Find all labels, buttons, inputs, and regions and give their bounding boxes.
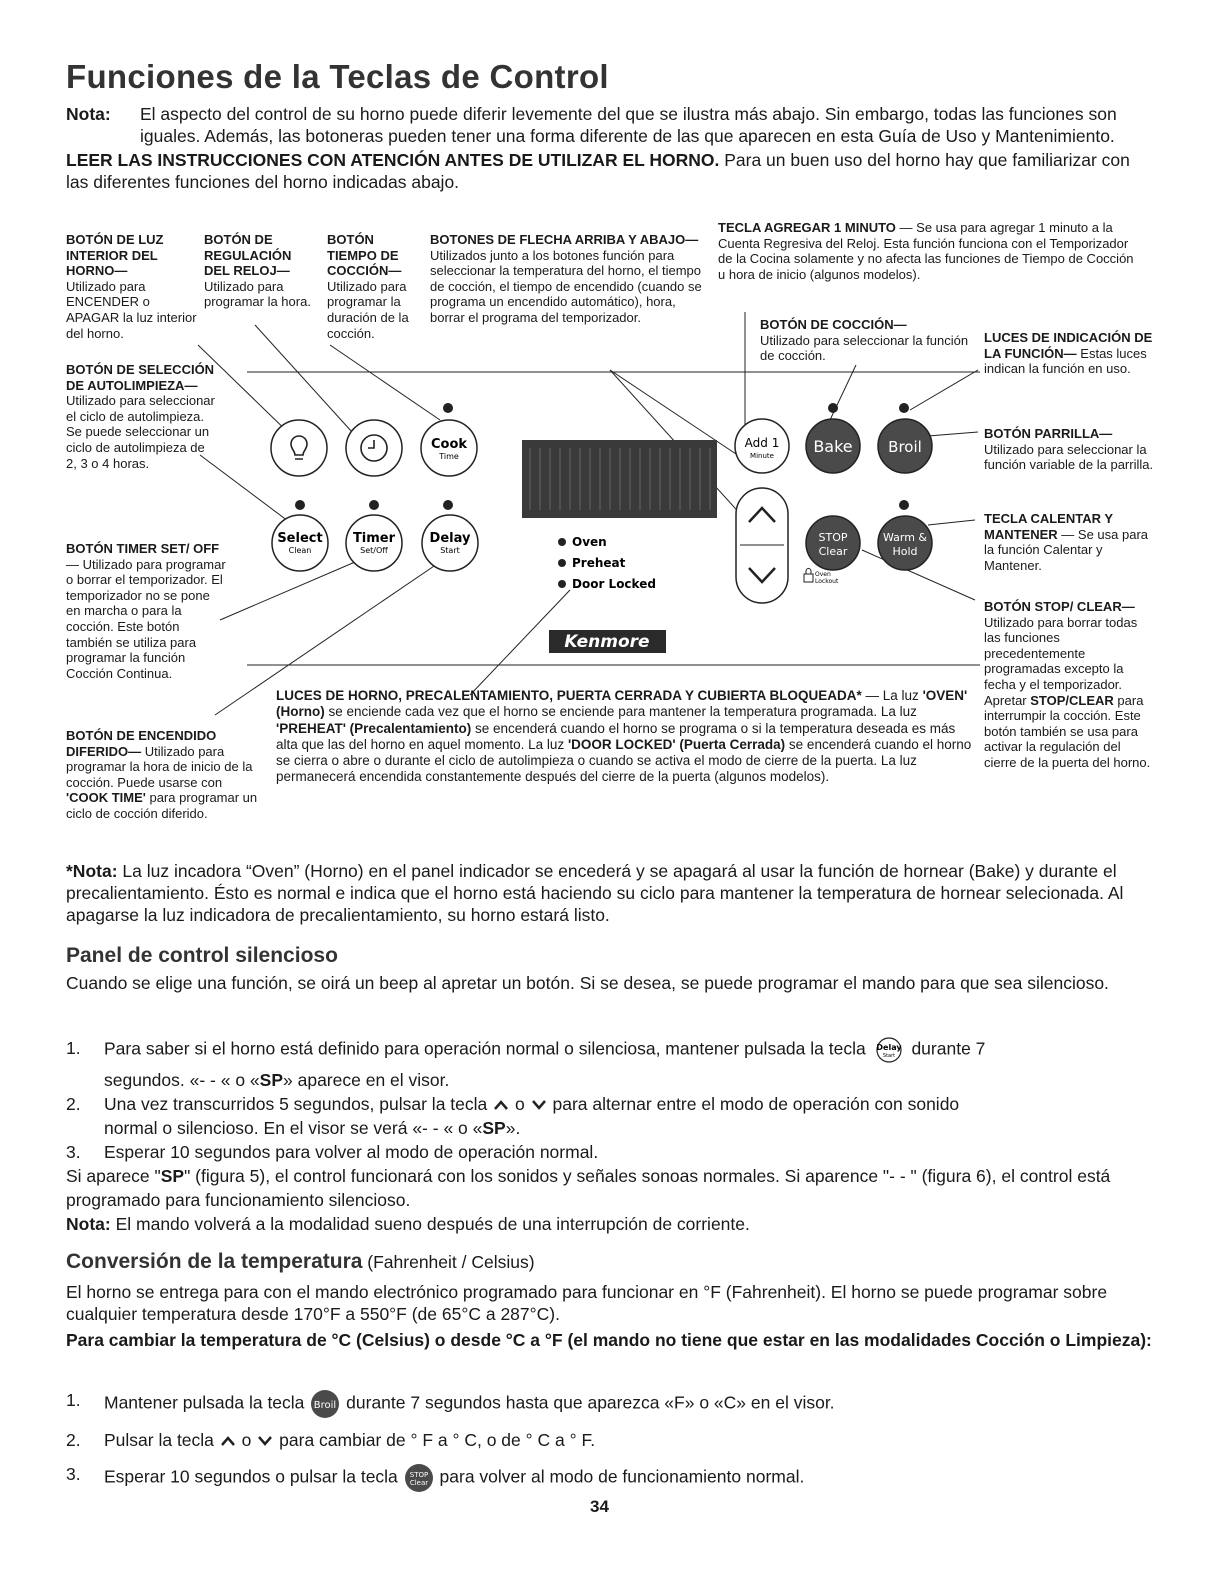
up-arrow-icon: [492, 1098, 510, 1112]
silent-step-1-cont: segundos. «- - « o «SP» aparece en el visor.: [104, 1070, 450, 1090]
delay-label: Delay: [429, 531, 471, 546]
page-title: Funciones de la Teclas de Control: [66, 58, 609, 95]
label-stop-clear: BOTÓN STOP/ CLEAR— Utilizado para borrar todas las funciones precedentemente programadas excepto la fecha y el temporizador. Apretar STOP/CLEAR para interrumpir la cocción. Este botón también se usa para activar la regulación del cierre de la puerta del horno.: [984, 599, 1151, 770]
silent-paragraph: Si aparece "SP" (figura 5), el control funcionará con los sonidos y señales sonoas normales. Si aparence "- - " (figura 6), el control está programado para funcionamiento silencioso.: [66, 1166, 1111, 1210]
conv-step-1: 1. Mantener pulsada la tecla Broil durante 7 segundos hasta que aparezca «F» o «C» en el visor.: [66, 1388, 1156, 1420]
cook-label: Cook: [430, 437, 468, 452]
conversion-heading: Conversión de la temperatura (Fahrenheit / Celsius): [66, 1250, 535, 1273]
up-arrow-icon: [219, 1434, 237, 1448]
svg-text:Start: Start: [882, 1053, 895, 1059]
note-label: Nota:: [66, 104, 111, 124]
warning-bold: LEER LAS INSTRUCCIONES CON ATENCIÓN ANTES DE UTILIZAR EL HORNO.: [66, 150, 720, 170]
select-sub: Clean: [288, 546, 312, 555]
silent-panel-heading: Panel de control silencioso: [66, 944, 338, 967]
label-cook-time: BOTÓN TIEMPO DE COCCIÓN— Utilizado para programar la duración de la cocción.: [327, 232, 409, 341]
down-arrow-icon: [530, 1098, 548, 1112]
down-arrow-icon: [256, 1434, 274, 1448]
label-self-clean: BOTÓN DE SELECCIÓN DE AUTOLIMPIEZA— Utilizado para seleccionar el ciclo de autolimpieza. Se puede seleccionar un ciclo de autolimpieza de 2, 3 o 4 horas.: [66, 362, 215, 471]
oven-indicator: Oven: [572, 535, 607, 549]
note-text: El aspecto del control de su horno puede diferir levemente del que se ilustra más abajo. Sin embargo, todas las funciones son iguales. Además, las botoneras pueden tener una forma diferente de las que aparecen en esta Guía de Uso y Mantenimiento.: [140, 104, 1117, 146]
timer-label: Timer: [352, 531, 396, 546]
svg-text:Clear: Clear: [409, 1479, 428, 1487]
add-label: Add 1: [744, 436, 780, 450]
label-warm-hold: TECLA CALENTAR Y MANTENER — Se usa para la función Calentar y Mantener.: [984, 511, 1148, 573]
label-oven-lights: LUCES DE HORNO, PRECALENTAMIENTO, PUERTA CERRADA Y CUBIERTA BLOQUEADA* — La luz 'OVEN' (Horno) se enciende cada vez que el horno se enciende para mantener la temperatura programada. La luz 'PREHEAT' (Precalentamiento) se encenderá cuando el horno se programa o si la temperatura deseada es más alta que las del horno en aquel momento. La luz 'DOOR LOCKED' (Puerta Cerrada) se encenderá cuando el horno se cierra o abre o durante el ciclo de autolimpieza o cuando se activa el modo de cierre de la puerta. La luz permanecerá encendida constantemente después del cierre de la puerta (algunos modelos).: [276, 688, 972, 785]
lock-icon: [804, 574, 813, 582]
label-broil: BOTÓN PARRILLA— Utilizado para seleccionar la función variable de la parrilla.: [984, 426, 1154, 473]
silent-note: Nota: El mando volverá a la modalidad sueno después de una interrupción de corriente.: [66, 1214, 750, 1234]
light-button: [271, 420, 327, 476]
conversion-intro: El horno se entrega para con el mando electrónico programado para funcionar en °F (Fahrenheit). El horno se puede programar sobre cualquier temperatura desde 170°F a 550°F (de 65°C a 287°C).: [66, 1282, 1108, 1324]
stop-sub: Clear: [818, 545, 848, 558]
cook-sub: Time: [439, 452, 459, 461]
footnote: *Nota: La luz incadora “Oven” (Horno) en el panel indicador se encederá y se apagará al usar la función de hornear (Bake) y durante el precalientamiento. Ésto es normal e indica que el horno está haciendo su ciclo para mantener la temperatura de hornear selecionada. Al apagarse la luz indicadora de precalientamiento, su horno estará listo.: [66, 861, 1124, 925]
clock-button: [346, 420, 402, 476]
preheat-indicator: Preheat: [572, 556, 626, 570]
silent-step-1: 1. Para saber si el horno está definido para operación normal o silenciosa, mantener pulsada la tecla Delay Start durante 7: [66, 1036, 1156, 1064]
silent-intro: Cuando se elige una función, se oirá un beep al apretar un botón. Si se desea, se puede programar el mando para que sea silencioso.: [66, 973, 1109, 993]
label-delay-start: BOTÓN DE ENCENDIDO DIFERIDO— Utilizado para programar la hora de inicio de la cocción. Puede usarse con 'COOK TIME' para programar un ciclo de cocción diferido.: [66, 728, 258, 821]
svg-text:Broil: Broil: [314, 1400, 337, 1411]
warning-text: Para un buen uso del horno hay que familiarizar con las diferentes funciones del horno indicadas abajo.: [66, 150, 1130, 192]
lockout-1: Oven: [815, 571, 831, 578]
svg-text:STOP: STOP: [409, 1471, 428, 1479]
silent-step-2-cont: normal o silencioso. En el visor se verá «- - « o «SP».: [104, 1118, 521, 1138]
label-bake: BOTÓN DE COCCIÓN— Utilizado para seleccionar la función de cocción.: [760, 317, 969, 364]
stop-key-icon: [403, 1462, 435, 1494]
broil-key-icon: [309, 1388, 341, 1420]
warm-sub: Hold: [892, 545, 918, 558]
broil-label: Broil: [888, 438, 922, 456]
silent-step-3: 3. Esperar 10 segundos para volver al modo de operación normal.: [66, 1142, 599, 1162]
label-arrows: BOTONES DE FLECHA ARRIBA Y ABAJO— Utilizados junto a los botones función para seleccionar la temperatura del horno, el tiempo de cocción, el tiempo de encendido (cuando se programa un encendido automático), hora, borrar el programa del temporizador.: [430, 232, 702, 325]
label-add-minute: TECLA AGREGAR 1 MINUTO — Se usa para agregar 1 minuto a la Cuenta Regresiva del Reloj. Esta función funciona con el Temporizador de la Cocina solamente y no afecta las funciones de Tiempo de Cocción u hora de inicio (algunos modelos).: [718, 220, 1134, 282]
lockout-2: Lockout: [815, 578, 839, 585]
conv-step-2: 2. Pulsar la tecla o para cambiar de ° F a ° C, o de ° C a ° F.: [66, 1430, 596, 1450]
silent-step-2: 2. Una vez transcurridos 5 segundos, pulsar la tecla o para alternar entre el modo de operación con sonido: [66, 1094, 960, 1114]
select-label: Select: [277, 531, 323, 546]
svg-text:Delay: Delay: [875, 1043, 902, 1052]
label-light: BOTÓN DE LUZ INTERIOR DEL HORNO— Utilizado para ENCENDER o APAGAR la luz interior del horno.: [66, 232, 197, 341]
conversion-bold: Para cambiar la temperatura de °C (Celsius) o desde °C a °F (el mando no tiene que estar en las modalidades Cocción o Limpieza):: [66, 1330, 1152, 1350]
bake-label: Bake: [813, 437, 853, 456]
silent-steps: [66, 1036, 1156, 1236]
delay-sub: Start: [440, 546, 460, 555]
brand-text: Kenmore: [564, 632, 650, 652]
add-sub: Minute: [750, 452, 774, 460]
door-locked-indicator: Door Locked: [572, 577, 656, 591]
page-number: 34: [590, 1497, 609, 1516]
timer-sub: Set/Off: [360, 546, 388, 555]
label-clock: BOTÓN DE REGULACIÓN DEL RELOJ— Utilizado para programar la hora.: [204, 232, 311, 310]
conversion-steps: [66, 1388, 1156, 1494]
stop-label: STOP: [818, 531, 848, 544]
label-timer: BOTÓN TIMER SET/ OFF — Utilizado para programar o borrar el temporizador. El temporizador no se pone en marcha o para la cocción. Este botón también se utiliza para programar la función Cocción Continua.: [66, 541, 226, 681]
label-function-lights: LUCES DE INDICACIÓN DE LA FUNCIÓN— Estas luces indican la función en uso.: [984, 330, 1153, 377]
warm-label: Warm &: [882, 531, 928, 544]
delay-key-icon: [871, 1036, 907, 1064]
conv-step-3: 3. Esperar 10 segundos o pulsar la tecla STOP Clear para volver al modo de funcionamiento normal.: [66, 1462, 1156, 1494]
